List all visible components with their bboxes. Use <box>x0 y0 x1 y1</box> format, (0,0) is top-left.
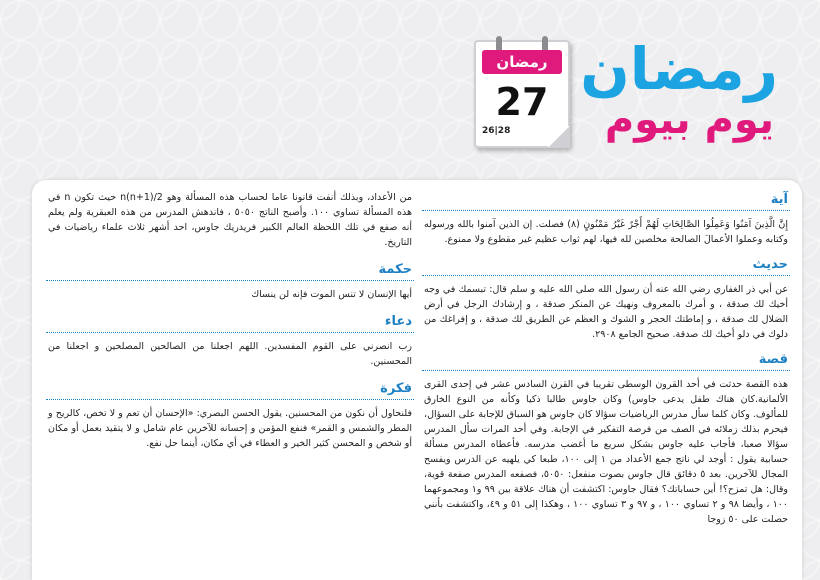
section-text-dua: رب انصرني على القوم المفسدين. اللهم اجعلنا من الصالحين المصلحين و اجعلنا من المحسنين. <box>48 341 412 367</box>
divider <box>422 370 790 371</box>
section-text-hadith: عن أبي ذر الغفاري رضي الله عنه أن رسول الله صلى الله عليه و سلم قال: تبسمك في وجه أخيك لك صدقة ، و أمرك بالمعروف ونهيك عن المنكر صدقة ، و إرشادك الرجل في أرض الضلال لك صدقة ، و إماطتك الحجر و الشوك و العظم عن الطريق لك صدقة ، و إفراغك من دلوك في دلو أخيك لك صدقة. صحيح الجامع ٢٩٠٨. <box>424 284 788 340</box>
header <box>0 0 820 180</box>
section-text-aya: إِنَّ الَّذِينَ آمَنُوا وَعَمِلُوا الصَّالِحَاتِ لَهُمْ أَجْرٌ غَيْرُ مَمْنُونٍ (٨) فصلت. إن الذين آمنوا بالله ورسوله وكتابه وعملوا الأعمالَ الصالحة مخلصين لله فيها، لهم ثواب عظيم غير مقطوع ولا ممنوع. <box>424 219 788 245</box>
divider <box>422 275 790 276</box>
divider <box>46 332 414 333</box>
section-text-wisdom: أيها الإنسان لا تنس الموت فإنه لن ينساك <box>251 289 412 300</box>
divider <box>422 210 790 211</box>
section-text-thought: فلنحاول أن نكون من المحسنين. يقول الحسن البصري: «الإحسان أن تعم و لا تخص، كالريح و المطر والشمس و القمر» فنفع المؤمن و إحسانه للآخرين عام شامل و لا يتقيد بعمل أو مكان أو شخص و المحسن كثير الخير و العطاء في أي مكان، أينما حل نفع. <box>48 408 412 449</box>
section-title-aya: آية <box>770 192 788 207</box>
left-column <box>46 190 414 461</box>
section-title-thought: فكرة <box>380 381 412 396</box>
logo-ramadan: رمضان <box>580 35 778 103</box>
content-panel <box>32 180 802 580</box>
right-column <box>422 190 790 535</box>
section-title-hadith: حديث <box>752 257 788 272</box>
calendar-day: 27 <box>495 80 549 124</box>
divider <box>46 280 414 281</box>
section-text-story: هذه القصة حدثت في أحد القرون الوسطى تقريبا في القرن السادس عشر في إحدى القرى الألمانية.كان هناك طفل يدعى جاوس) وكان جاوس طالبا ذكيا وكأنه من النوع الخارق للمألوف. وكان كلما سأل مدرس الرياضيات سؤالا كان جاوس هو السباق للإجابة على السؤال، فيحرم بذلك زملائه في الصف من فرصة التفكير في الإجابة. وفي أحد المرات سأل المدرس سؤالا صعبا، فأجاب عليه جاوس بشكل سريع ما أغضب مدرسه. فأعطاه المدرس مسألة حسابية يقول : أوجد لي ناتج جمع الأعداد من ١ إلى ١٠٠، طبعا كي يلهيه عن الدرس ويفسح المجال للآخرين. بعد ٥ دقائق قال جاوس بصوت منفعل: ٥٠٥٠، فصفعه المدرس صفعة قوية، وقال: هل تمزح؟! أين حساباتك؟ فقال جاوس: اكتشفت أن هناك علاقة بين ٩٩ و١ ومجموعهما ١٠٠ ، وأيضا ٩٨ و ٢ تساوي ١٠٠ ، و ٩٧ و ٣ تساوي ١٠٠ ، وهكذا إلى ٥١ و ٤٩، واكتشفت بأنني حصلت على ٥٠ زوجا <box>424 379 788 525</box>
section-title-dua: دعاء <box>384 314 412 329</box>
page-curl <box>548 126 570 148</box>
calendar-dates: 26|28 <box>482 126 511 136</box>
calendar-icon <box>474 40 570 148</box>
divider <box>46 399 414 400</box>
section-title-wisdom: حكمة <box>378 262 412 277</box>
story-continuation: من الأعداد، وبذلك أنفت قانونا عاما لحساب هذه المسألة وهو n(n+1)/2 حيث تكون n في هذه المسألة تساوي ١٠٠. وأصبح الناتج ٥٠٥٠ ، فاندهش المدرس من هذه العبقرية ولم يعلم أنه صفع في تلك اللحظة العالم الكبير فريدريك جاوس، احد أشهر ثلاث علماء رياضيات في التاريخ. <box>48 192 413 248</box>
logo-day-by-day: يوم بيوم <box>604 97 774 143</box>
section-title-story: قصة <box>758 352 788 367</box>
calendar-month: رمضان <box>482 50 562 74</box>
